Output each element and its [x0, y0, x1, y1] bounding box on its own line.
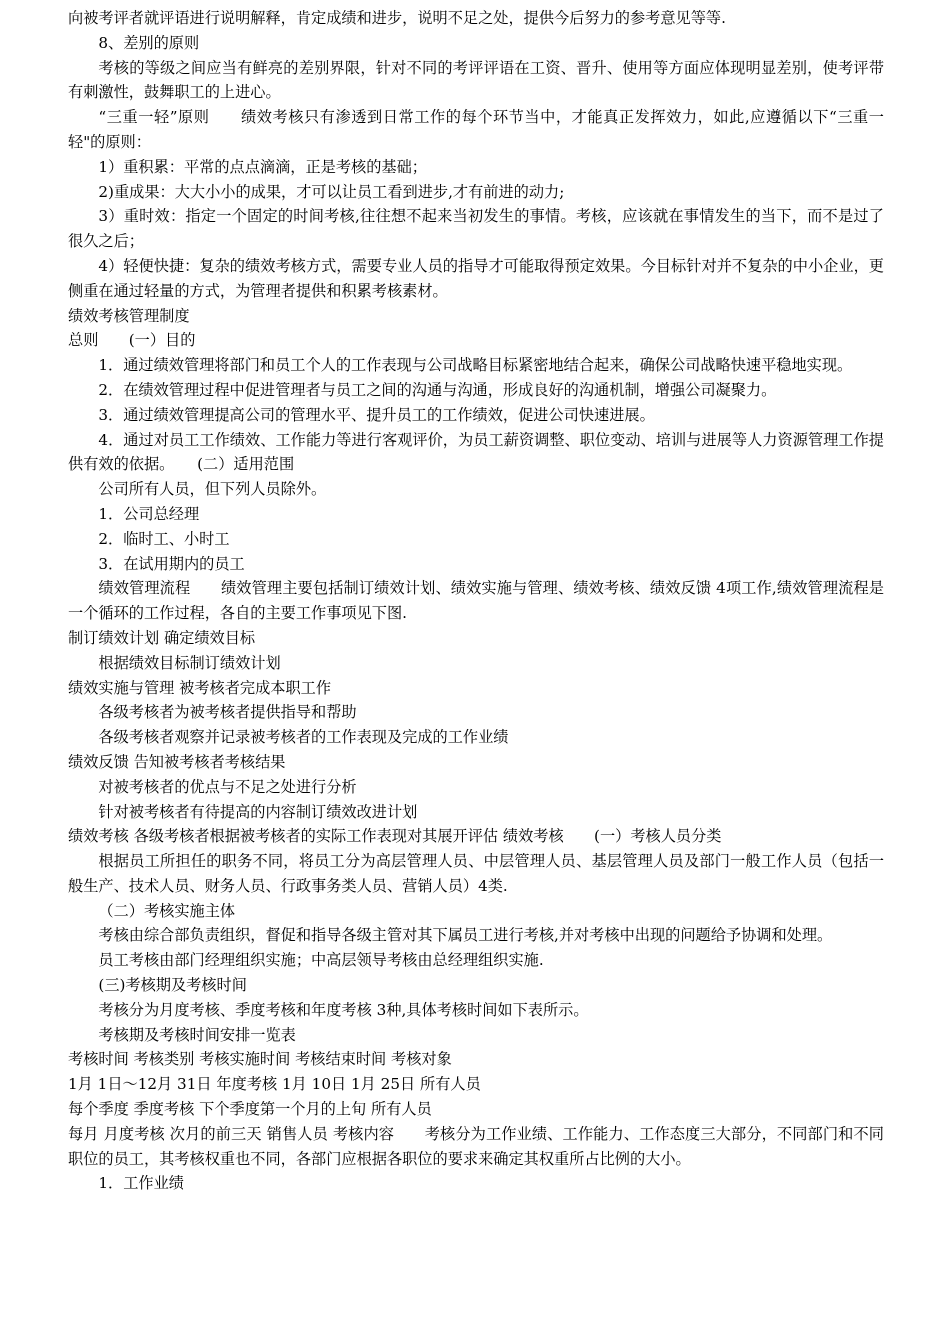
flow-feedback-step-1: 对被考核者的优点与不足之处进行分析 — [98, 777, 357, 796]
table-row-annual: 1月 1日～12月 31日 年度考核 1月 10日 1月 25日 所有人员 — [68, 1075, 481, 1094]
scope-paragraph: 公司所有人员，但下列人员除外。 — [98, 480, 327, 499]
list-item-1: 1）重积累：平常的点点滴滴，正是考核的基础； — [98, 157, 427, 176]
flow-appraisal: 绩效考核 各级考核者根据被考核者的实际工作表现对其展开评估 绩效考核 (一）考核人员分类 — [68, 827, 722, 846]
general-rules-heading: 总则 (一）目的 — [68, 331, 196, 350]
process-paragraph: 绩效管理流程 绩效管理主要包括制订绩效计划、绩效实施与管理、绩效考核、绩效反馈 4项工作,绩效管理流程是一个循环的工作过程，各自的主要工作事项见下图. — [68, 579, 884, 623]
table-header-row: 考核时间 考核类别 考核实施时间 考核结束时间 考核对象 — [68, 1050, 452, 1069]
table-row-quarterly: 每个季度 季度考核 下个季度第一个月的上旬 所有人员 — [68, 1100, 432, 1119]
scope-item-3: 3．在试用期内的员工 — [98, 554, 245, 573]
work-performance-heading: 1．工作业绩 — [98, 1174, 184, 1193]
purpose-item-2: 2．在绩效管理过程中促进管理者与员工之间的沟通与沟通，形成良好的沟通机制，增强公司凝聚力。 — [98, 380, 777, 399]
paragraph-3: 考核的等级之间应当有鲜亮的差别界限，针对不同的考评评语在工资、晋升、使用等方面应体现明显差别，使考评带有刺激性，鼓舞职工的上进心。 — [68, 58, 884, 102]
flow-implementation: 绩效实施与管理 被考核者完成本职工作 — [68, 678, 332, 697]
implementation-subject-heading: （二）考核实施主体 — [98, 901, 236, 920]
period-heading: (三)考核期及考核时间 — [98, 976, 247, 995]
implementation-subject-2: 员工考核由部门经理组织实施；中高层领导考核由总经理组织实施. — [98, 951, 544, 970]
staff-classification: 根据员工所担任的职务不同，将员工分为高层管理人员、中层管理人员、基层管理人员及部门一般工作人员（包括一般生产、技术人员、财务人员、行政事务类人员、营销人员）4类. — [68, 852, 884, 895]
purpose-item-3: 3．通过绩效管理提高公司的管理水平、提升员工的工作绩效，促进公司快速进展。 — [98, 405, 655, 424]
paragraph-1: 向被考评者就评语进行说明解释，肯定成绩和进步，说明不足之处，提供今后努力的参考意见等等. — [68, 9, 726, 27]
table-caption: 考核期及考核时间安排一览表 — [98, 1025, 296, 1044]
flow-implementation-step-2: 各级考核者观察并记录被考核者的工作表现及完成的工作业绩 — [98, 728, 509, 747]
flow-implementation-step-1: 各级考核者为被考核者提供指导和帮助 — [98, 703, 357, 722]
purpose-item-4: 4．通过对员工工作绩效、工作能力等进行客观评价，为员工薪资调整、职位变动、培训与进展等人力资源管理工作提供有效的依据。 (二）适用范围 — [68, 430, 884, 474]
scope-item-1: 1．公司总经理 — [98, 504, 200, 523]
list-item-2: 2)重成果：大大小小的成果，才可以让员工看到进步,才有前进的动力; — [98, 182, 565, 201]
flow-feedback: 绩效反馈 告知被考核者考核结果 — [68, 752, 286, 771]
purpose-item-1: 1．通过绩效管理将部门和员工个人的工作表现与公司战略目标紧密地结合起来，确保公司战略快速平稳地实现。 — [98, 356, 853, 375]
heading-difference-principle: 8、差别的原则 — [98, 33, 200, 52]
paragraph-three-heavy-one-light: “三重一轻”原则 绩效考核只有渗透到日常工作的每个环节当中，才能真正发挥效力，如此,应遵循以下“三重一轻"的原则： — [68, 108, 884, 151]
section-title: 绩效考核管理制度 — [68, 306, 190, 325]
list-item-4: 4）轻便快捷：复杂的绩效考核方式，需要专业人员的指导才可能取得预定效果。今目标针对并不复杂的中小企业，更侧重在通过轻量的方式，为管理者提供和积累考核素材。 — [68, 256, 884, 300]
table-row-monthly: 每月 月度考核 次月的前三天 销售人员 考核内容 考核分为工作业绩、工作能力、工作态度三大部分，不同部门和不同职位的员工，其考核权重也不同，各部门应根据各职位的要求来确定其权重所占比例的大小。 — [68, 1124, 884, 1168]
flow-feedback-step-2: 针对被考核者有待提高的内容制订绩效改进计划 — [98, 802, 418, 821]
period-paragraph: 考核分为月度考核、季度考核和年度考核 3种,具体考核时间如下表所示。 — [98, 1000, 589, 1019]
implementation-subject-1: 考核由综合部负责组织，督促和指导各级主管对其下属员工进行考核,并对考核中出现的问题给予协调和处理。 — [98, 926, 833, 945]
flow-plan: 制订绩效计划 确定绩效目标 — [68, 628, 256, 647]
list-item-3: 3）重时效：指定一个固定的时间考核,往往想不起来当初发生的事情。考核，应该就在事情发生的当下，而不是过了很久之后； — [68, 207, 884, 251]
scope-item-2: 2．临时工、小时工 — [98, 529, 230, 548]
flow-plan-step: 根据绩效目标制订绩效计划 — [98, 653, 281, 672]
